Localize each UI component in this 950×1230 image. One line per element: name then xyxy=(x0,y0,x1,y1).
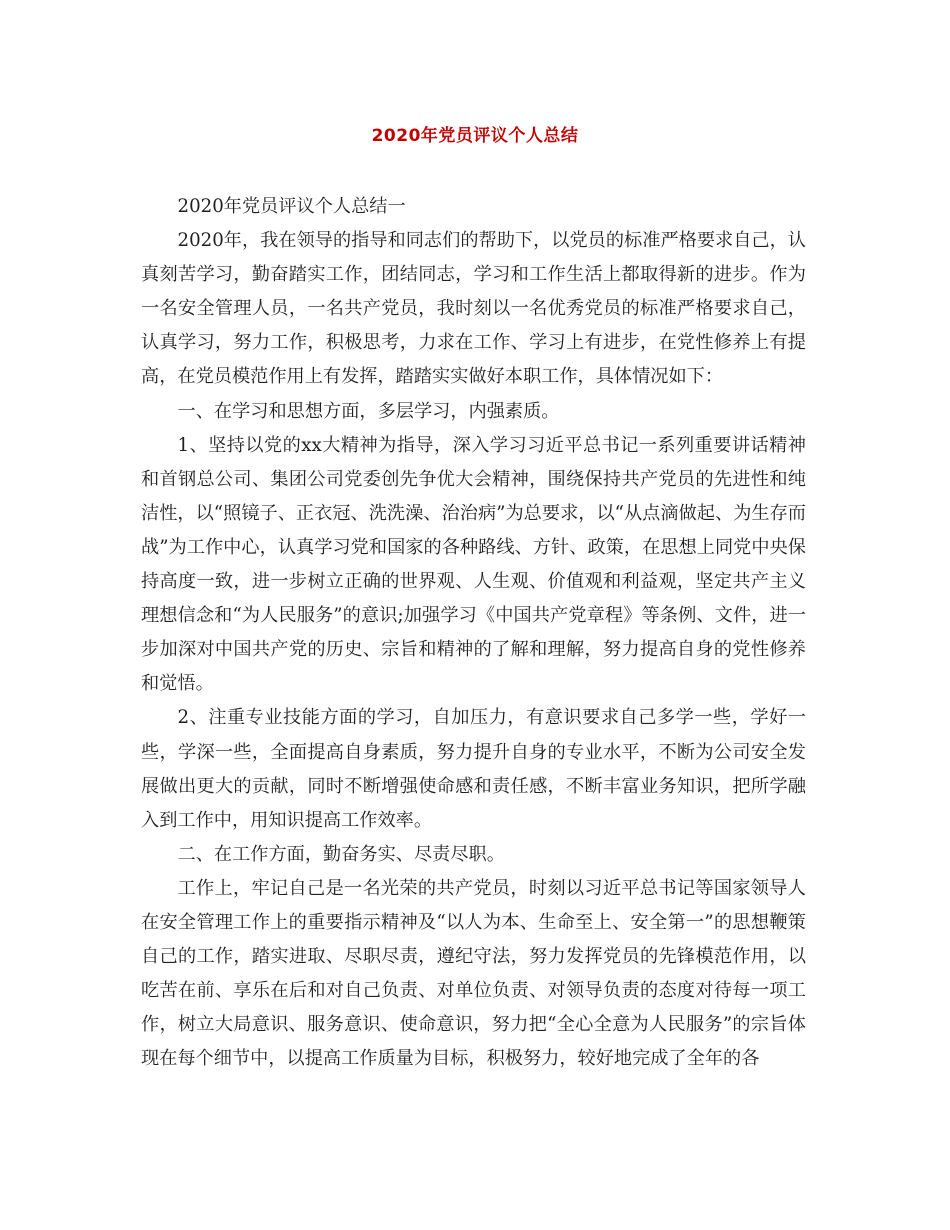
paragraph: 工作上，牢记自己是一名光荣的共产党员，时刻以习近平总书记等国家领导人在安全管理工作上的重要指示精神及“以人为本、生命至上、安全第一”的思想鞭策自己的工作，踏实进取、尽职尽责，遵纪守法，努力发挥党员的先锋模范作用，以吃苦在前、享乐在后和对自己负责、对单位负责、对领导负责的态度对待每一项工作，树立大局意识、服务意识、使命意识，努力把“全心全意为人民服务”的宗旨体现在每个细节中，以提高工作质量为目标，积极努力，较好地完成了全年的各 xyxy=(141,877,806,1070)
paragraph: 二、在工作方面，勤奋务实、尽责尽职。 xyxy=(177,843,505,865)
paragraph: 一、在学习和思想方面，多层学习，内强素质。 xyxy=(177,400,560,422)
document-title: 2020年党员评议个人总结 xyxy=(371,126,579,146)
paragraph: 1、坚持以党的xx大精神为指导，深入学习习近平总书记一系列重要讲话精神和首钢总公司、集团公司党委创先争优大会精神，围绕保持共产党员的先进性和纯洁性，以“照镜子、正衣冠、洗洗澡、治治病”为总要求，以“从点滴做起、为生存而战”为工作中心，认真学习党和国家的各种路线、方针、政策，在思想上同党中央保持高度一致，进一步树立正确的世界观、人生观、价值观和利益观，坚定共产主义理想信念和“为人民服务”的意识;加强学习《中国共产党章程》等条例、文件，进一步加深对中国共产党的历史、宗旨和精神的了解和理解，努力提高自身的党性修养和觉悟。 xyxy=(141,434,806,695)
paragraph: 2、注重专业技能方面的学习，自加压力，有意识要求自己多学一些，学好一些，学深一些，全面提高自身素质，努力提升自身的专业水平，不断为公司安全发展做出更大的贡献，同时不断增强使命感和责任感，不断丰富业务知识，把所学融入到工作中，用知识提高工作效率。 xyxy=(141,707,806,831)
paragraph: 2020年，我在领导的指导和同志们的帮助下，以党员的标准严格要求自己，认真刻苦学习，勤奋踏实工作，团结同志，学习和工作生活上都取得新的进步。作为一名安全管理人员，一名共产党员，我时刻以一名优秀党员的标准严格要求自己，认真学习，努力工作，积极思考，力求在工作、学习上有进步，在党性修养上有提高，在党员模范作用上有发挥，踏踏实实做好本职工作，具体情况如下： xyxy=(141,230,806,388)
section-heading: 2020年党员评议个人总结一 xyxy=(177,196,406,217)
document-body xyxy=(141,190,806,1076)
